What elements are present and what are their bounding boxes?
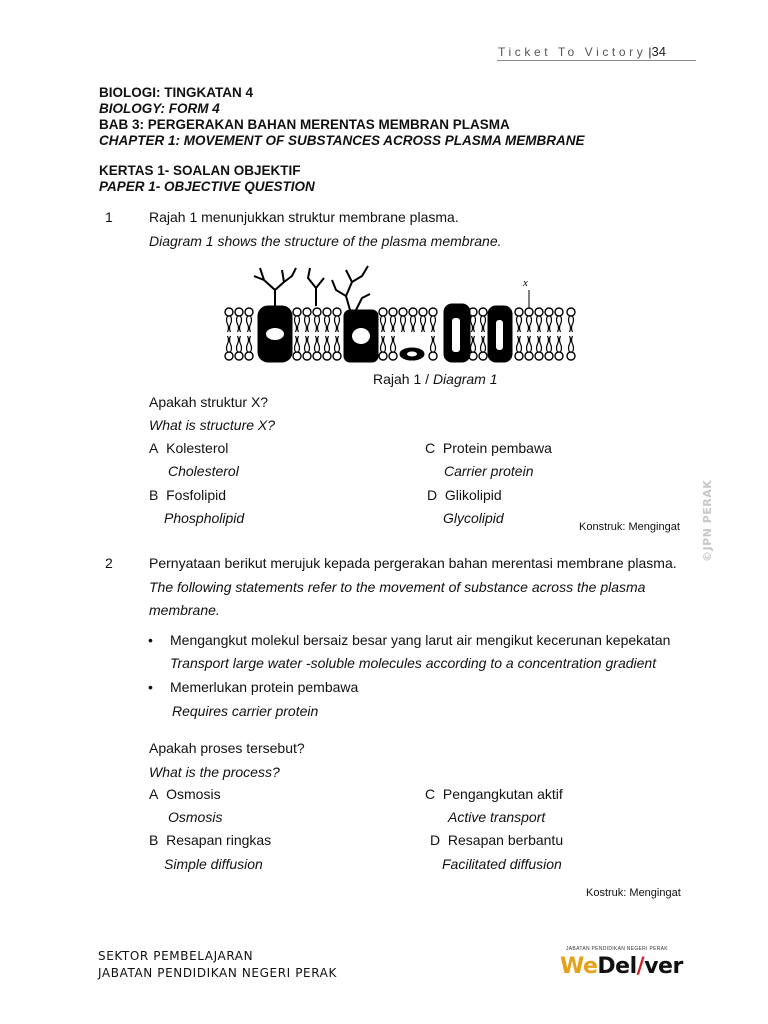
q2-question-ms: Apakah proses tersebut? <box>149 740 305 756</box>
q1-caption <box>373 371 498 388</box>
q2-stem-ms: Pernyataan berikut merujuk kepada pergerakan bahan merentasi membrane plasma. <box>149 555 677 571</box>
logo-ver: ver <box>644 954 683 979</box>
q2-stem-en-1: The following statements refer to the movement of substance across the plasma <box>149 579 646 595</box>
header-separator: | <box>648 45 652 59</box>
option-letter: C <box>425 440 436 456</box>
option-letter: D <box>427 487 438 503</box>
q2-option-b[interactable] <box>149 832 271 849</box>
q2-question-en: What is the process? <box>149 764 280 780</box>
q1-construct: Konstruk: Mengingat <box>579 521 680 533</box>
q1-option-b-en: Phospholipid <box>164 510 245 526</box>
option-letter: B <box>149 832 159 848</box>
option-ms: Protein pembawa <box>442 440 552 456</box>
header-title: Ticket To Victory <box>498 45 647 59</box>
footer-department: JABATAN PENDIDIKAN NEGERI PERAK <box>98 966 337 980</box>
q1-question-en: What is structure X? <box>149 417 276 433</box>
q2-option-c-en: Active transport <box>448 809 546 825</box>
q1-option-c-en: Carrier protein <box>444 463 534 479</box>
running-header <box>498 44 666 59</box>
heading-chapter-en: CHAPTER 1: MOVEMENT OF SUBSTANCES ACROSS PLASMA MEMBRANE <box>99 133 585 148</box>
heading-subject-en: BIOLOGY: FORM 4 <box>99 101 220 116</box>
option-letter: B <box>149 487 159 503</box>
option-ms: Resapan ringkas <box>166 832 272 848</box>
bullet-2: • <box>148 679 153 695</box>
watermark <box>694 474 720 564</box>
option-ms: Osmosis <box>166 786 221 802</box>
option-ms: Glikolipid <box>444 487 502 503</box>
logo-slash: / <box>636 954 645 979</box>
q1-stem-en: Diagram 1 shows the structure of the plasma membrane. <box>149 233 502 249</box>
option-ms: Resapan berbantu <box>447 832 564 848</box>
q2-option-b-en: Simple diffusion <box>164 856 263 872</box>
q2-statement-2-ms: Memerlukan protein pembawa <box>170 679 359 695</box>
q1-number: 1 <box>105 209 113 225</box>
q2-option-a-en: Osmosis <box>168 809 223 825</box>
option-letter: C <box>425 786 436 802</box>
q2-number: 2 <box>105 555 113 571</box>
q1-option-a-en: Cholesterol <box>168 463 239 479</box>
option-letter: A <box>149 786 159 802</box>
logo-del: Del <box>597 954 637 979</box>
q2-statement-1-ms: Mengangkut molekul bersaiz besar yang larut air mengikut kecerunan kepekatan <box>170 632 671 648</box>
q2-stem-en-2: membrane. <box>149 602 220 618</box>
logo-we: We <box>560 954 598 979</box>
caption-ms: Rajah 1 / <box>373 371 433 387</box>
logo-wordmark <box>560 954 683 979</box>
option-letter: D <box>430 832 441 848</box>
q1-question-ms: Apakah struktur X? <box>149 394 269 410</box>
q2-statement-1-en: Transport large water -soluble molecules according to a concentration gradient <box>170 655 657 671</box>
option-ms: Fosfolipid <box>166 487 227 503</box>
q2-construct: Kostruk: Mengingat <box>586 887 681 899</box>
q1-option-c[interactable] <box>425 440 552 457</box>
option-letter: A <box>149 440 159 456</box>
q2-option-a[interactable] <box>149 786 221 803</box>
option-ms: Pengangkutan aktif <box>442 786 563 802</box>
bullet-1: • <box>148 632 153 648</box>
q2-option-d-en: Facilitated diffusion <box>442 856 562 872</box>
heading-chapter-ms: BAB 3: PERGERAKAN BAHAN MERENTAS MEMBRAN PLASMA <box>99 117 510 132</box>
page-number: 34 <box>651 44 666 59</box>
logo-caption: JABATAN PENDIDIKAN NEGERI PERAK <box>566 946 668 952</box>
plasma-membrane-diagram <box>220 262 582 370</box>
q2-option-c[interactable] <box>425 786 563 803</box>
watermark-text: ©JPN PERAK <box>701 479 714 562</box>
option-ms: Kolesterol <box>166 440 229 456</box>
heading-subject-ms: BIOLOGI: TINGKATAN 4 <box>99 85 253 100</box>
footer-sector: SEKTOR PEMBELAJARAN <box>98 949 254 963</box>
q2-statement-2-en: Requires carrier protein <box>172 703 319 719</box>
q1-option-d[interactable] <box>427 487 502 504</box>
heading-paper-ms: KERTAS 1- SOALAN OBJEKTIF <box>99 163 301 178</box>
q1-stem-ms: Rajah 1 menunjukkan struktur membrane plasma. <box>149 209 459 225</box>
carbohydrate-chains <box>254 266 370 310</box>
caption-en: Diagram 1 <box>432 371 498 387</box>
q1-option-d-en: Glycolipid <box>443 510 504 526</box>
diagram-label-x: x <box>523 277 528 289</box>
structure-x-pointer <box>522 277 529 308</box>
q1-option-a[interactable] <box>149 440 228 457</box>
we-deliver-logo <box>560 946 696 982</box>
q2-option-d[interactable] <box>430 832 563 849</box>
q1-option-b[interactable] <box>149 487 226 504</box>
header-rule <box>497 60 696 61</box>
heading-paper-en: PAPER 1- OBJECTIVE QUESTION <box>99 179 315 194</box>
